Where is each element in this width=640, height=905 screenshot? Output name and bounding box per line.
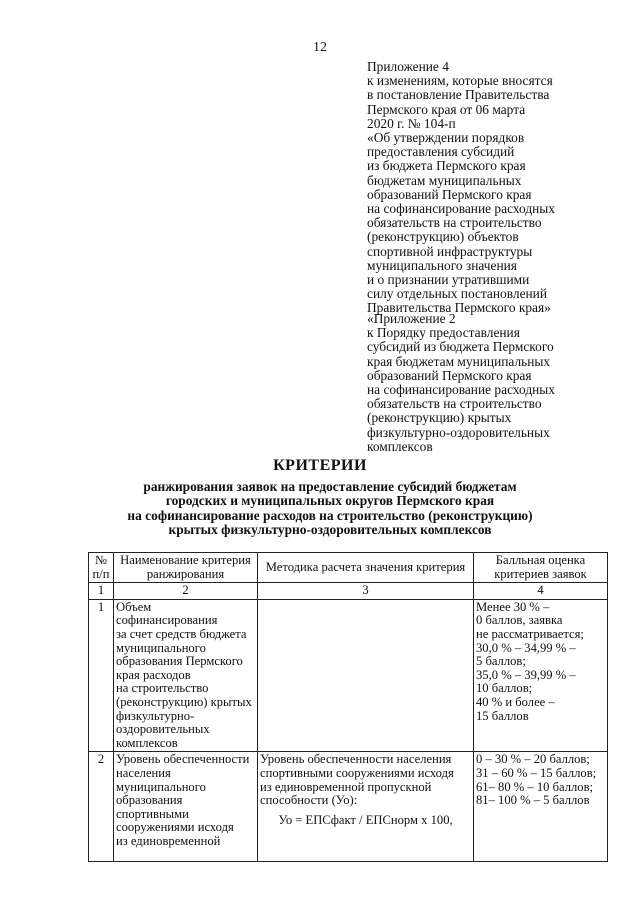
column-number: 1 bbox=[89, 583, 114, 600]
header-name-line2: ранжирования bbox=[146, 566, 225, 581]
column-number: 3 bbox=[258, 583, 474, 600]
appendix-line: и о признании утратившими bbox=[367, 272, 530, 288]
cell-line: 81– 100 % – 5 баллов bbox=[476, 793, 590, 808]
table-header-row bbox=[89, 553, 608, 583]
appendix-line: образований Пермского края bbox=[367, 186, 532, 202]
cell-line: населения bbox=[116, 765, 171, 780]
cell-line: спортивными bbox=[116, 806, 189, 821]
appendix-line: Правительства Пермского края» bbox=[367, 300, 551, 316]
criterion-method bbox=[258, 752, 474, 862]
subtitle-line: ранжирования заявок на предоставление субсидий бюджетам bbox=[143, 479, 517, 494]
appendix-line: комплексов bbox=[367, 438, 433, 454]
cell-line: 61– 80 % – 10 баллов; bbox=[476, 779, 594, 794]
cell-line: способности (Уо): bbox=[260, 793, 358, 808]
appendix-line: Пермского края от 06 марта bbox=[367, 101, 526, 117]
appendix-line: (реконструкцию) объектов bbox=[367, 229, 519, 245]
appendix-line: Приложение 4 bbox=[367, 59, 449, 74]
header-number-line2: п/п bbox=[92, 566, 110, 581]
criterion-name bbox=[114, 599, 258, 752]
criterion-score bbox=[474, 752, 608, 862]
header-score-line2: критериев заявок bbox=[494, 566, 587, 581]
appendix-line: (реконструкцию) крытых bbox=[367, 410, 512, 426]
cell-line: муниципального bbox=[116, 779, 206, 794]
cell-line: 35,0 % – 39,99 % – bbox=[476, 667, 576, 682]
header-criterion-name bbox=[114, 553, 258, 583]
document-subtitle bbox=[70, 480, 590, 537]
appendix-line: муниципального значения bbox=[367, 257, 517, 273]
document-title: КРИТЕРИИ bbox=[273, 457, 367, 474]
header-method bbox=[258, 553, 474, 583]
appendix-line: силу отдельных постановлений bbox=[367, 286, 548, 302]
table-row bbox=[89, 599, 608, 752]
cell-line: Объем bbox=[116, 599, 152, 614]
cell-line: Менее 30 % – bbox=[476, 599, 550, 614]
appendix-line: спортивной инфраструктуры bbox=[367, 243, 533, 259]
cell-line: 31 – 60 % – 15 баллов; bbox=[476, 765, 597, 780]
appendix-line: к изменениям, которые вносятся bbox=[367, 73, 553, 89]
criterion-method bbox=[258, 599, 474, 752]
appendix-line: бюджетам муниципальных bbox=[367, 172, 522, 188]
cell-line: из единовременной bbox=[116, 833, 221, 848]
appendix-line: 2020 г. № 104-п bbox=[367, 115, 456, 131]
cell-line: из единовременной пропускной bbox=[260, 779, 432, 794]
column-number-row bbox=[89, 583, 608, 600]
header-number-line1: № bbox=[94, 553, 108, 567]
cell-line: образования Пермского bbox=[116, 654, 243, 669]
subtitle-line: на софинансирование расходов на строительство (реконструкцию) bbox=[127, 507, 533, 523]
appendix-line: на софинансирование расходных bbox=[367, 382, 555, 398]
column-number: 4 bbox=[474, 583, 608, 600]
cell-line: физкультурно- bbox=[116, 708, 195, 723]
cell-line: софинансирования bbox=[116, 613, 218, 628]
cell-line: 40 % и более – bbox=[476, 694, 555, 709]
appendix-line: субсидий из бюджета Пермского bbox=[367, 339, 554, 355]
header-number bbox=[89, 553, 114, 583]
appendix-line: в постановление Правительства bbox=[367, 87, 550, 103]
appendix-line: края бюджетам муниципальных bbox=[367, 353, 551, 369]
cell-line: за счет средств бюджета bbox=[116, 626, 247, 641]
cell-line: 10 баллов; bbox=[476, 681, 533, 696]
criterion-score bbox=[474, 599, 608, 752]
appendix-line: физкультурно-оздоровительных bbox=[367, 424, 550, 440]
appendix-line: на софинансирование расходных bbox=[367, 201, 555, 217]
cell-line: 0 баллов, заявка bbox=[476, 613, 563, 628]
cell-line: оздоровительных bbox=[116, 722, 210, 737]
criterion-name bbox=[114, 752, 258, 862]
appendix-line: из бюджета Пермского края bbox=[367, 158, 526, 174]
cell-line: образования bbox=[116, 793, 183, 808]
appendix-2-heading bbox=[367, 312, 617, 454]
row-number: 1 bbox=[89, 599, 114, 752]
appendix-line: предоставления субсидий bbox=[367, 144, 515, 160]
appendix-4-heading bbox=[367, 60, 617, 316]
appendix-line: «Об утверждении порядков bbox=[367, 130, 525, 146]
appendix-line: образований Пермского края bbox=[367, 367, 532, 383]
cell-line: не рассматривается; bbox=[476, 626, 584, 641]
header-score-line1: Балльная оценка bbox=[495, 553, 586, 567]
method-text bbox=[260, 753, 471, 807]
row-number: 2 bbox=[89, 752, 114, 862]
column-number: 2 bbox=[114, 583, 258, 600]
cell-line: муниципального bbox=[116, 640, 206, 655]
cell-line: на строительство bbox=[116, 681, 209, 696]
appendix-line: к Порядку предоставления bbox=[367, 325, 520, 341]
cell-line: 0 – 30 % – 20 баллов; bbox=[476, 752, 590, 767]
cell-line: края расходов bbox=[116, 667, 191, 682]
cell-line: комплексов bbox=[116, 735, 178, 750]
table-row bbox=[89, 752, 608, 862]
page-number: 12 bbox=[313, 40, 327, 55]
cell-line: 30,0 % – 34,99 % – bbox=[476, 640, 576, 655]
cell-line: Уровень обеспеченности населения bbox=[260, 752, 452, 767]
subtitle-line: крытых физкультурно-оздоровительных комплексов bbox=[168, 521, 492, 537]
header-method-text: Методика расчета значения критерия bbox=[265, 559, 466, 574]
appendix-line: «Приложение 2 bbox=[367, 311, 456, 326]
cell-line: спортивными сооружениями исходя bbox=[260, 765, 454, 780]
criteria-table bbox=[88, 552, 608, 862]
formula: Уо = ЕПСфакт / ЕПСнорм х 100, bbox=[278, 812, 453, 827]
cell-line: сооружениями исходя bbox=[116, 820, 234, 835]
cell-line: (реконструкцию) крытых bbox=[116, 694, 252, 709]
cell-line: Уровень обеспеченности bbox=[116, 752, 250, 767]
cell-line: 15 баллов bbox=[476, 708, 529, 723]
subtitle-line: городских и муниципальных округов Пермского края bbox=[165, 493, 495, 509]
header-score bbox=[474, 553, 608, 583]
appendix-line: обязательств на строительство bbox=[367, 396, 542, 412]
cell-line: 5 баллов; bbox=[476, 654, 526, 669]
appendix-line: обязательств на строительство bbox=[367, 215, 542, 231]
header-name-line1: Наименование критерия bbox=[120, 553, 251, 567]
